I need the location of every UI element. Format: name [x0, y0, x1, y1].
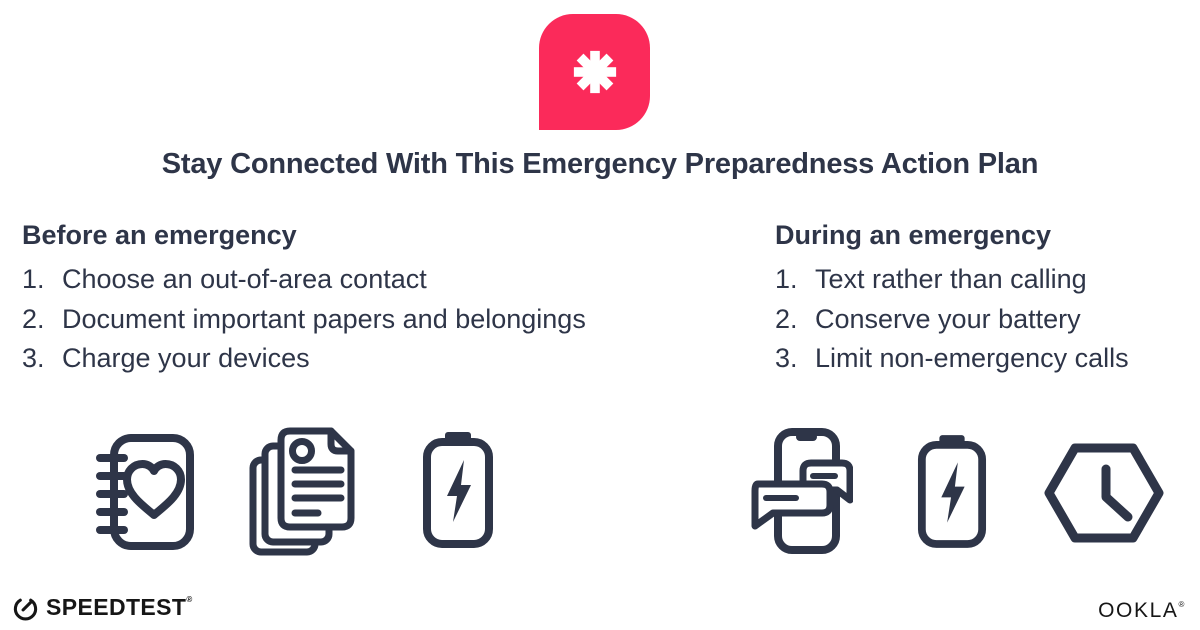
list-item — [22, 260, 722, 300]
item-number: 3. — [22, 343, 45, 373]
trademark-symbol: ® — [186, 595, 193, 604]
item-number: 1. — [22, 264, 45, 294]
item-text: Text rather than calling — [815, 264, 1087, 294]
ookla-wordmark: OOKLA — [1098, 599, 1179, 622]
item-text: Limit non-emergency calls — [815, 343, 1129, 373]
item-number: 2. — [22, 303, 45, 334]
speedtest-logo[interactable] — [12, 594, 193, 621]
list-item — [775, 300, 1195, 340]
item-number: 2. — [775, 303, 798, 334]
list-item — [775, 260, 1195, 300]
emergency-badge — [539, 14, 650, 130]
battery-charge-icon — [917, 434, 987, 549]
item-text: Choose an out-of-area contact — [62, 264, 427, 294]
page-title: Stay Connected With This Emergency Preparedness Action Plan — [161, 148, 1039, 180]
trademark-symbol: ® — [1178, 600, 1186, 609]
list-item — [775, 339, 1195, 379]
before-heading: Before an emergency — [22, 220, 297, 250]
item-text: Charge your devices — [62, 343, 310, 373]
documents-stack-icon — [246, 424, 358, 558]
item-number: 3. — [775, 343, 798, 373]
speedometer-gauge-icon — [12, 594, 39, 621]
item-text: Document important papers and belongings — [62, 303, 586, 334]
before-emergency-section — [22, 220, 722, 379]
contacts-notebook-heart-icon — [92, 431, 198, 553]
list-item — [22, 339, 722, 379]
during-emergency-section — [775, 220, 1195, 379]
item-number: 1. — [775, 264, 798, 294]
speedtest-wordmark: SPEEDTEST® — [46, 594, 193, 620]
ookla-logo[interactable] — [1098, 599, 1186, 623]
list-item — [22, 300, 722, 340]
during-heading: During an emergency — [775, 220, 1052, 250]
clock-hexagon-icon — [1042, 437, 1166, 549]
phone-messages-icon — [745, 427, 853, 555]
medical-asterisk-icon — [563, 40, 627, 104]
item-text: Conserve your battery — [815, 303, 1081, 334]
battery-charge-icon — [422, 431, 494, 549]
